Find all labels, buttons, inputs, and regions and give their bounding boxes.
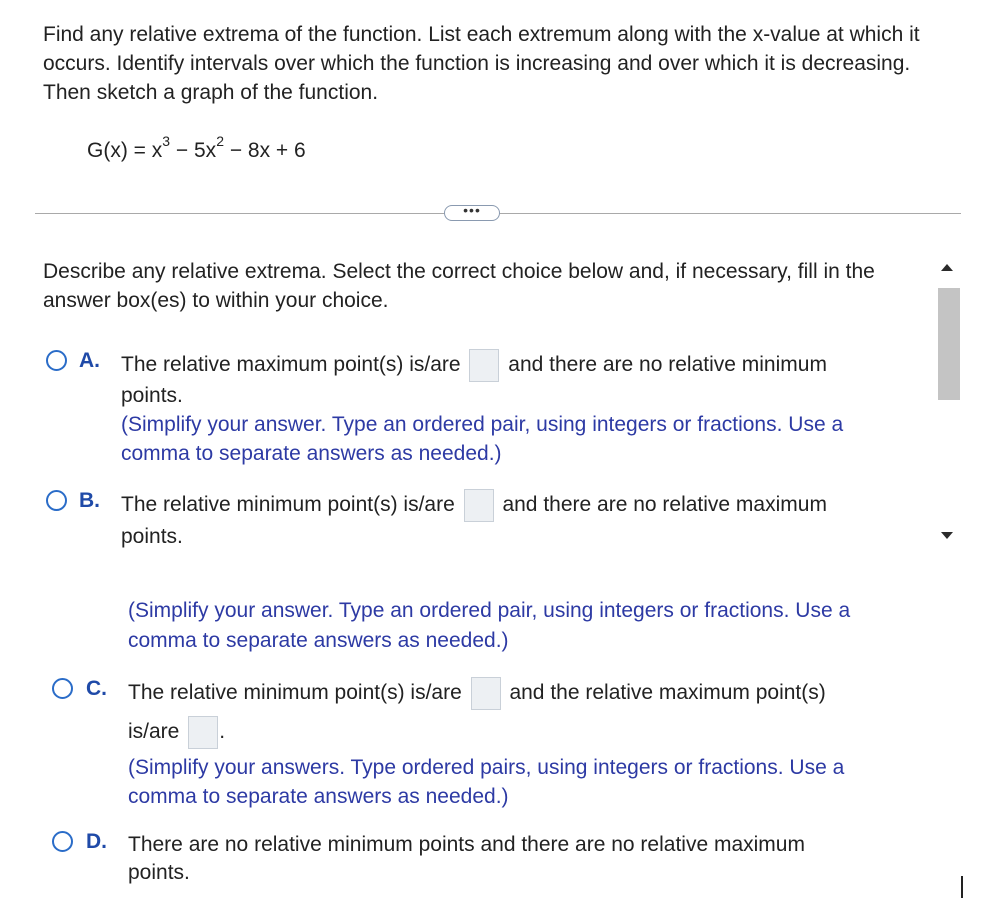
option-b-letter: B. [79, 489, 100, 512]
option-a-answer-box[interactable] [469, 349, 499, 382]
option-c-radio[interactable] [52, 678, 73, 699]
option-c-line2 [128, 716, 225, 749]
option-c-text2: and the relative maximum point(s) [509, 681, 826, 705]
question-text: Find any relative extrema of the function. List each extremum along with the x-value at which it occurs. Identify intervals over which the function is increasing and over which it is decreasing. Then sketch a graph of the function. [43, 23, 920, 104]
option-a-letter: A. [79, 349, 100, 372]
option-a-text2: and there are no relative minimum [508, 353, 827, 377]
options-scrollbar[interactable] [936, 256, 960, 552]
instructions-text: Describe any relative extrema. Select the correct choice below and, if necessary, fill in the answer box(es) to within your choice. [43, 260, 875, 312]
option-b-hint-line1: (Simplify your answer. Type an ordered pair, using integers or fractions. Use a [128, 599, 851, 622]
option-b-hint-line2: comma to separate answers as needed.) [128, 629, 509, 652]
option-c-letter: C. [86, 677, 107, 700]
option-c-text1: The relative minimum point(s) is/are [128, 681, 462, 705]
option-d-text1: There are no relative minimum points and there are no relative maximum [128, 833, 805, 856]
option-a-line1 [121, 349, 827, 382]
option-b-radio[interactable] [46, 490, 67, 511]
option-b-answer-box[interactable] [464, 489, 494, 522]
scroll-down-arrow-icon[interactable] [941, 532, 953, 539]
option-c-answer-box-2[interactable] [188, 716, 218, 749]
option-b-text2: and there are no relative maximum [502, 493, 827, 517]
option-d-text2: points. [128, 861, 190, 884]
option-b-text3: points. [121, 525, 183, 548]
option-a-hint-line2: comma to separate answers as needed.) [121, 442, 502, 465]
option-b-text1: The relative minimum point(s) is/are [121, 493, 455, 517]
option-a-text1: The relative maximum point(s) is/are [121, 353, 461, 377]
function-suffix: − 8x + 6 [223, 139, 306, 162]
function-middle: − 5x [170, 139, 217, 162]
option-c-hint-line2: comma to separate answers as needed.) [128, 785, 509, 808]
option-d-letter: D. [86, 830, 107, 853]
function-exponent-1: 3 [162, 133, 171, 149]
text-cursor [961, 876, 963, 898]
option-b-line1 [121, 489, 827, 522]
expand-ellipsis-button[interactable]: ••• [444, 205, 500, 221]
option-a-hint-line1: (Simplify your answer. Type an ordered pair, using integers or fractions. Use a [121, 413, 844, 436]
function-expression [87, 133, 306, 166]
option-c-period: . [219, 720, 226, 744]
option-c-text3: is/are [128, 720, 180, 744]
scroll-up-arrow-icon[interactable] [941, 264, 953, 271]
function-prefix: G(x) = x [87, 139, 163, 162]
option-d-radio[interactable] [52, 831, 73, 852]
option-c-answer-box-1[interactable] [471, 677, 501, 710]
option-a-radio[interactable] [46, 350, 67, 371]
function-exponent-2: 2 [216, 133, 224, 149]
option-c-line1 [128, 677, 826, 710]
scrollbar-thumb[interactable] [938, 288, 960, 400]
option-c-hint-line1: (Simplify your answers. Type ordered pairs, using integers or fractions. Use a [128, 756, 845, 779]
option-a-text3: points. [121, 384, 183, 407]
